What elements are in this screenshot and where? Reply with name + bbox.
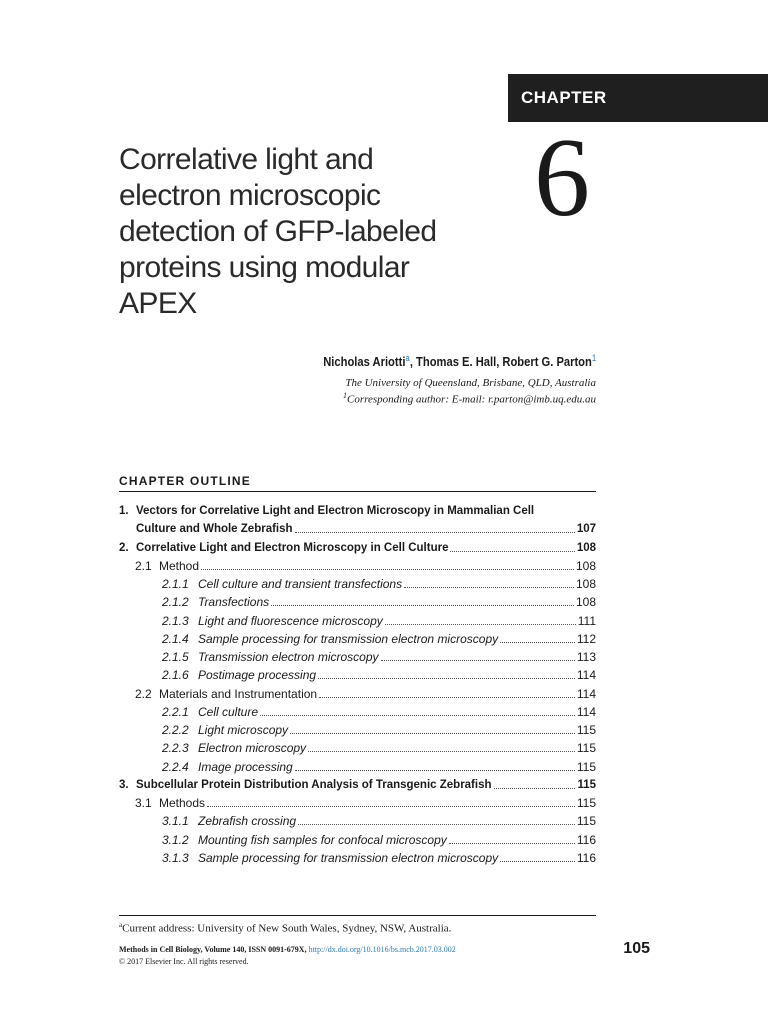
toc-leader-dots (494, 787, 576, 789)
toc-section-title: Culture and Whole Zebrafish (136, 523, 293, 536)
corresponding-mark-link[interactable]: 1 (591, 353, 596, 363)
toc-section-title: Method (159, 558, 200, 573)
toc-section-title: Image processing (198, 759, 293, 774)
toc-page-number: 113 (576, 650, 596, 664)
title-line: proteins using modular (119, 251, 410, 284)
toc-section-number: 2.1.5 (162, 650, 189, 664)
toc-section-number: 2.1.4 (162, 631, 189, 646)
toc-section-number: 2.1.6 (162, 668, 189, 683)
corresponding-mark: 1 (343, 391, 348, 400)
footnote (119, 921, 451, 935)
toc-leader-dots (207, 805, 575, 807)
toc-leader-dots (500, 860, 575, 862)
toc-entry[interactable] (162, 813, 596, 829)
toc-page-number: 115 (576, 741, 596, 756)
toc-section-number: 2.2.2 (162, 723, 189, 737)
toc-entry[interactable] (162, 667, 596, 683)
toc-page-number: 108 (575, 595, 596, 610)
toc-section-number: 2.1.3 (162, 613, 189, 628)
author-name: Thomas E. Hall (415, 354, 496, 370)
toc-leader-dots (290, 732, 575, 734)
toc-entry[interactable] (119, 503, 596, 519)
toc-section-title: Materials and Instrumentation (159, 686, 318, 701)
toc-entry[interactable] (162, 649, 596, 665)
copyright: © 2017 Elsevier Inc. All rights reserved. (119, 957, 249, 966)
toc-leader-dots (295, 531, 575, 533)
toc-entry[interactable] (135, 558, 596, 574)
toc-section-title: Transmission electron microscopy (198, 650, 379, 664)
toc-section-number: 2.2 (135, 686, 152, 701)
doi-link[interactable]: http://dx.doi.org/10.1016/bs.mcb.2017.03.002 (308, 945, 456, 954)
title-line: detection of GFP-labeled (119, 215, 437, 248)
toc-entry[interactable] (136, 521, 596, 537)
toc-section-number: 2.2.4 (162, 759, 189, 774)
page-number: 105 (623, 940, 650, 957)
toc-section-title: Correlative Light and Electron Microscopy in Cell Culture (136, 541, 449, 554)
toc-section-number: 3. (119, 778, 129, 791)
toc-entry[interactable] (119, 777, 596, 793)
footnote-text: Current address: University of New South Wales, Sydney, NSW, Australia. (122, 922, 452, 935)
toc-leader-dots (449, 842, 575, 844)
toc-section-number: 3.1 (135, 796, 152, 810)
toc-section-title: Sample processing for transmission electron microscopy (198, 631, 499, 646)
author-separator: , (495, 354, 503, 370)
toc-leader-dots (385, 623, 576, 625)
toc-leader-dots (500, 641, 575, 643)
toc-entry[interactable] (162, 594, 596, 610)
toc-section-number: 2.2.1 (162, 704, 189, 719)
toc-section-title: Vectors for Correlative Light and Electron Microscopy in Mammalian Cell (136, 505, 535, 517)
author-separator: , (409, 354, 416, 370)
toc-page-number: 112 (576, 631, 596, 646)
toc-entry[interactable] (135, 795, 596, 811)
toc-entry[interactable] (162, 613, 596, 629)
toc-page-number: 114 (576, 686, 596, 701)
toc-leader-dots (201, 568, 574, 570)
toc-entry[interactable] (162, 832, 596, 848)
toc-leader-dots (381, 659, 575, 661)
toc-page-number: 108 (575, 577, 596, 591)
toc-section-number: 2.2.3 (162, 741, 189, 756)
toc-page-number: 114 (576, 668, 596, 683)
author-name: Nicholas Ariotti (322, 354, 406, 370)
chapter-tab (508, 74, 768, 122)
title-line: Correlative light and (119, 143, 374, 176)
toc-section-title: Cell culture (198, 704, 259, 719)
toc-section-title: Postimage processing (198, 668, 317, 683)
toc-leader-dots (404, 586, 574, 588)
series-info: Methods in Cell Biology, Volume 140, ISSN 0091-679X, (119, 945, 307, 954)
toc-section-title: Light and fluorescence microscopy (198, 613, 383, 628)
toc-section-number: 2.1 (135, 558, 152, 573)
chapter-label: CHAPTER (521, 88, 607, 107)
toc-section-number: 2.1.1 (162, 577, 189, 591)
toc-leader-dots (319, 696, 575, 698)
toc-leader-dots (450, 550, 574, 552)
toc-leader-dots (295, 769, 575, 771)
toc-section-number: 3.1.3 (162, 850, 189, 865)
toc-leader-dots (318, 677, 575, 679)
chapter-title (119, 142, 489, 322)
toc-page-number: 115 (576, 814, 596, 829)
toc-entry[interactable] (119, 540, 596, 556)
author-name: Robert G. Parton (502, 354, 592, 370)
toc-entry[interactable] (162, 576, 596, 592)
toc-page-number: 115 (576, 796, 596, 810)
affiliation: The University of Queensland, Brisbane, QLD, Australia (345, 377, 596, 389)
toc-leader-dots (260, 714, 575, 716)
toc-section-title: Sample processing for transmission electron microscopy (198, 850, 499, 865)
toc-page-number: 115 (576, 759, 596, 774)
corresponding-author (196, 391, 596, 406)
footnote-divider (119, 915, 596, 916)
toc-page-number: 115 (577, 778, 596, 791)
toc-section-number: 3.1.1 (162, 814, 189, 829)
toc-section-title: Transfections (198, 595, 270, 610)
toc-entry[interactable] (162, 740, 596, 756)
toc-entry[interactable] (135, 686, 596, 702)
outline-divider (119, 491, 596, 492)
toc-section-number: 3.1.2 (162, 832, 189, 847)
toc-page-number: 107 (576, 523, 596, 536)
toc-page-number: 108 (576, 541, 596, 554)
toc-section-title: Methods (159, 796, 206, 810)
toc-section-number: 2.1.2 (162, 595, 189, 610)
toc-leader-dots (298, 823, 575, 825)
toc-page-number: 111 (577, 613, 596, 628)
footnote-mark: a (119, 921, 123, 929)
source-line (119, 945, 456, 954)
toc-page-number: 114 (576, 704, 596, 719)
toc-section-title: Zebrafish crossing (198, 814, 297, 829)
toc-page-number: 116 (576, 850, 596, 865)
affiliation-mark-link[interactable]: a (405, 353, 410, 363)
outline-heading: CHAPTER OUTLINE (119, 474, 251, 488)
chapter-number: 6 (534, 116, 590, 240)
toc-section-title: Electron microscopy (198, 741, 307, 756)
toc-page-number: 116 (576, 832, 596, 847)
toc-entry[interactable] (162, 722, 596, 738)
toc-leader-dots (308, 750, 575, 752)
toc-entry[interactable] (162, 850, 596, 866)
title-line: electron microscopic (119, 179, 381, 212)
toc-entry[interactable] (162, 759, 596, 775)
toc-section-number: 1. (119, 505, 129, 517)
toc-entry[interactable] (162, 631, 596, 647)
toc-leader-dots (271, 604, 574, 606)
author-list (323, 353, 596, 369)
toc-section-number: 2. (119, 541, 129, 554)
corresponding-text: Corresponding author: E-mail: r.parton@imb.uq.edu.au (347, 393, 596, 406)
title-line: APEX (119, 287, 197, 320)
toc-page-number: 108 (575, 558, 596, 573)
toc-entry[interactable] (162, 704, 596, 720)
toc-section-title: Mounting fish samples for confocal microscopy (198, 832, 447, 847)
toc-section-title: Subcellular Protein Distribution Analysis of Transgenic Zebrafish (136, 778, 492, 791)
toc-section-title: Light microscopy (198, 723, 289, 737)
toc-page-number: 115 (576, 723, 596, 737)
toc-section-title: Cell culture and transient transfections (198, 577, 403, 591)
